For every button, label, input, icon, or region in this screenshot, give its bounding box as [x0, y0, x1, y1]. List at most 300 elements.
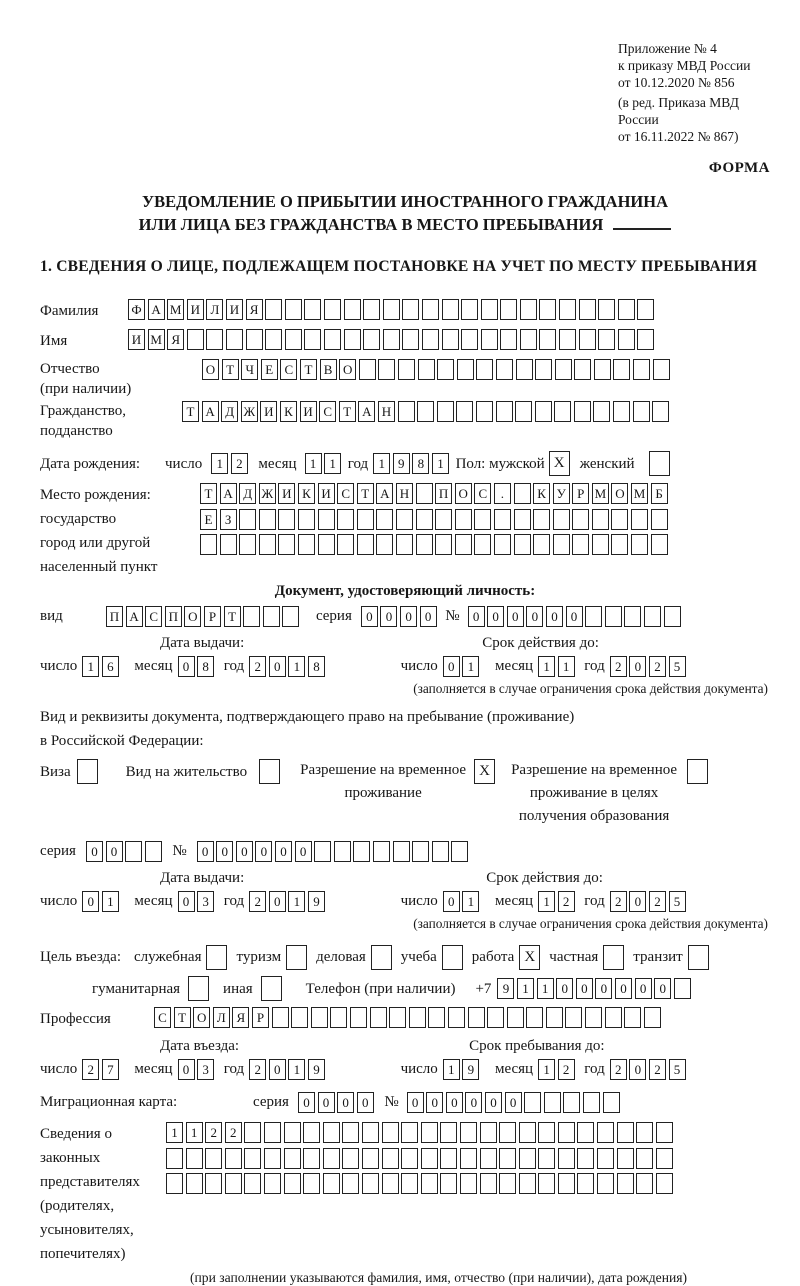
char-cell[interactable] — [572, 509, 589, 530]
char-cell[interactable] — [264, 1148, 281, 1169]
char-cell[interactable] — [244, 1173, 261, 1194]
char-cell[interactable] — [499, 1173, 516, 1194]
char-cell[interactable] — [574, 359, 591, 380]
char-cell[interactable] — [342, 1122, 359, 1143]
char-cell[interactable] — [440, 1173, 457, 1194]
char-cell[interactable] — [559, 299, 576, 320]
char-cell[interactable] — [514, 483, 531, 504]
char-cell[interactable]: 0 — [380, 606, 397, 627]
char-cell[interactable] — [565, 1007, 582, 1028]
char-cell[interactable]: 2 — [649, 891, 666, 912]
char-cell[interactable]: Я — [246, 299, 263, 320]
char-cell[interactable] — [418, 359, 435, 380]
checkbox-cell[interactable]: X — [474, 759, 495, 784]
char-cell[interactable] — [559, 329, 576, 350]
char-cell[interactable] — [359, 359, 376, 380]
char-cell[interactable] — [538, 1173, 555, 1194]
char-cell[interactable] — [451, 841, 468, 862]
char-cell[interactable]: 9 — [308, 891, 325, 912]
char-cell[interactable] — [145, 841, 162, 862]
char-cell[interactable] — [603, 1092, 620, 1113]
char-cell[interactable]: 2 — [205, 1122, 222, 1143]
char-cell[interactable]: 8 — [308, 656, 325, 677]
char-cell[interactable]: 1 — [558, 656, 575, 677]
char-cell[interactable] — [480, 1148, 497, 1169]
char-cell[interactable]: Р — [252, 1007, 269, 1028]
char-cell[interactable] — [409, 1007, 426, 1028]
char-cell[interactable] — [396, 509, 413, 530]
char-cell[interactable] — [613, 359, 630, 380]
char-cell[interactable] — [422, 329, 439, 350]
char-cell[interactable] — [500, 299, 517, 320]
char-cell[interactable]: 2 — [610, 656, 627, 677]
char-cell[interactable]: П — [435, 483, 452, 504]
char-cell[interactable] — [342, 1148, 359, 1169]
char-cell[interactable] — [480, 1122, 497, 1143]
char-cell[interactable] — [579, 329, 596, 350]
char-cell[interactable]: 2 — [249, 656, 266, 677]
char-cell[interactable]: 0 — [629, 656, 646, 677]
char-cell[interactable]: 1 — [166, 1122, 183, 1143]
char-cell[interactable]: С — [154, 1007, 171, 1028]
char-cell[interactable] — [186, 1148, 203, 1169]
char-cell[interactable] — [515, 401, 532, 422]
checkbox-cell[interactable] — [649, 451, 670, 476]
char-cell[interactable] — [205, 1173, 222, 1194]
char-cell[interactable] — [285, 299, 302, 320]
char-cell[interactable]: 0 — [546, 606, 563, 627]
char-cell[interactable]: 2 — [610, 1059, 627, 1080]
checkbox-cell[interactable] — [442, 945, 463, 970]
char-cell[interactable]: 0 — [275, 841, 292, 862]
char-cell[interactable]: К — [298, 483, 315, 504]
char-cell[interactable]: Р — [572, 483, 589, 504]
char-cell[interactable]: О — [202, 359, 219, 380]
char-cell[interactable] — [285, 329, 302, 350]
char-cell[interactable] — [637, 329, 654, 350]
char-cell[interactable] — [558, 1173, 575, 1194]
char-cell[interactable] — [187, 329, 204, 350]
char-cell[interactable]: Т — [357, 483, 374, 504]
char-cell[interactable]: 1 — [443, 1059, 460, 1080]
char-cell[interactable] — [416, 534, 433, 555]
char-cell[interactable] — [362, 1173, 379, 1194]
char-cell[interactable] — [514, 509, 531, 530]
char-cell[interactable]: А — [358, 401, 375, 422]
char-cell[interactable]: 0 — [361, 606, 378, 627]
char-cell[interactable]: Д — [221, 401, 238, 422]
char-cell[interactable] — [298, 534, 315, 555]
char-cell[interactable] — [442, 299, 459, 320]
char-cell[interactable] — [278, 509, 295, 530]
char-cell[interactable] — [421, 1148, 438, 1169]
char-cell[interactable] — [656, 1122, 673, 1143]
char-cell[interactable]: 0 — [255, 841, 272, 862]
char-cell[interactable] — [291, 1007, 308, 1028]
char-cell[interactable] — [330, 1007, 347, 1028]
char-cell[interactable] — [514, 534, 531, 555]
char-cell[interactable]: С — [280, 359, 297, 380]
char-cell[interactable] — [435, 509, 452, 530]
char-cell[interactable] — [526, 1007, 543, 1028]
char-cell[interactable] — [448, 1007, 465, 1028]
char-cell[interactable]: С — [145, 606, 162, 627]
char-cell[interactable] — [264, 1173, 281, 1194]
char-cell[interactable]: А — [148, 299, 165, 320]
char-cell[interactable] — [259, 534, 276, 555]
char-cell[interactable] — [544, 1092, 561, 1113]
char-cell[interactable] — [507, 1007, 524, 1028]
char-cell[interactable]: И — [260, 401, 277, 422]
char-cell[interactable] — [350, 1007, 367, 1028]
char-cell[interactable] — [303, 1148, 320, 1169]
char-cell[interactable]: 1 — [538, 1059, 555, 1080]
char-cell[interactable]: 0 — [106, 841, 123, 862]
char-cell[interactable]: 0 — [595, 978, 612, 999]
char-cell[interactable] — [553, 509, 570, 530]
checkbox-cell[interactable] — [687, 759, 708, 784]
char-cell[interactable] — [624, 1007, 641, 1028]
char-cell[interactable] — [334, 841, 351, 862]
char-cell[interactable] — [324, 329, 341, 350]
char-cell[interactable] — [435, 534, 452, 555]
char-cell[interactable]: Т — [182, 401, 199, 422]
char-cell[interactable] — [323, 1148, 340, 1169]
char-cell[interactable]: 0 — [426, 1092, 443, 1113]
char-cell[interactable] — [314, 841, 331, 862]
char-cell[interactable]: 1 — [538, 656, 555, 677]
char-cell[interactable]: 2 — [225, 1122, 242, 1143]
char-cell[interactable]: Н — [396, 483, 413, 504]
char-cell[interactable] — [402, 329, 419, 350]
char-cell[interactable] — [342, 1173, 359, 1194]
char-cell[interactable]: 1 — [537, 978, 554, 999]
char-cell[interactable] — [577, 1122, 594, 1143]
char-cell[interactable]: 6 — [102, 656, 119, 677]
char-cell[interactable]: Т — [339, 401, 356, 422]
char-cell[interactable] — [401, 1122, 418, 1143]
char-cell[interactable]: 1 — [462, 656, 479, 677]
char-cell[interactable] — [457, 359, 474, 380]
char-cell[interactable]: 0 — [86, 841, 103, 862]
char-cell[interactable]: 1 — [324, 453, 341, 474]
char-cell[interactable]: Т — [224, 606, 241, 627]
char-cell[interactable] — [598, 329, 615, 350]
char-cell[interactable]: 0 — [337, 1092, 354, 1113]
char-cell[interactable]: 8 — [197, 656, 214, 677]
char-cell[interactable] — [496, 401, 513, 422]
char-cell[interactable] — [598, 299, 615, 320]
char-cell[interactable] — [378, 359, 395, 380]
char-cell[interactable]: 0 — [526, 606, 543, 627]
char-cell[interactable]: О — [184, 606, 201, 627]
char-cell[interactable] — [618, 329, 635, 350]
char-cell[interactable] — [494, 509, 511, 530]
char-cell[interactable] — [460, 1173, 477, 1194]
char-cell[interactable] — [344, 299, 361, 320]
char-cell[interactable] — [357, 509, 374, 530]
char-cell[interactable] — [243, 606, 260, 627]
char-cell[interactable] — [284, 1122, 301, 1143]
char-cell[interactable] — [298, 509, 315, 530]
char-cell[interactable] — [166, 1148, 183, 1169]
char-cell[interactable]: С — [337, 483, 354, 504]
char-cell[interactable]: М — [167, 299, 184, 320]
char-cell[interactable] — [205, 1148, 222, 1169]
char-cell[interactable]: 1 — [82, 656, 99, 677]
char-cell[interactable] — [594, 359, 611, 380]
char-cell[interactable] — [651, 509, 668, 530]
char-cell[interactable]: 9 — [393, 453, 410, 474]
char-cell[interactable] — [422, 299, 439, 320]
char-cell[interactable]: И — [226, 299, 243, 320]
char-cell[interactable]: 0 — [505, 1092, 522, 1113]
checkbox-cell[interactable] — [603, 945, 624, 970]
char-cell[interactable]: 1 — [288, 891, 305, 912]
char-cell[interactable] — [494, 534, 511, 555]
char-cell[interactable] — [382, 1173, 399, 1194]
char-cell[interactable] — [499, 1122, 516, 1143]
char-cell[interactable] — [597, 1122, 614, 1143]
char-cell[interactable]: 0 — [443, 656, 460, 677]
char-cell[interactable]: Т — [222, 359, 239, 380]
char-cell[interactable] — [200, 534, 217, 555]
char-cell[interactable]: 1 — [373, 453, 390, 474]
char-cell[interactable] — [239, 534, 256, 555]
char-cell[interactable] — [318, 509, 335, 530]
char-cell[interactable] — [496, 359, 513, 380]
char-cell[interactable]: 8 — [412, 453, 429, 474]
char-cell[interactable]: К — [280, 401, 297, 422]
char-cell[interactable]: 0 — [295, 841, 312, 862]
char-cell[interactable]: О — [611, 483, 628, 504]
char-cell[interactable] — [633, 359, 650, 380]
char-cell[interactable]: Т — [174, 1007, 191, 1028]
char-cell[interactable] — [282, 606, 299, 627]
char-cell[interactable]: 2 — [558, 1059, 575, 1080]
char-cell[interactable] — [487, 1007, 504, 1028]
char-cell[interactable] — [636, 1122, 653, 1143]
char-cell[interactable]: 0 — [465, 1092, 482, 1113]
char-cell[interactable]: 2 — [249, 891, 266, 912]
char-cell[interactable] — [633, 401, 650, 422]
char-cell[interactable] — [417, 401, 434, 422]
char-cell[interactable] — [186, 1173, 203, 1194]
char-cell[interactable] — [382, 1148, 399, 1169]
char-cell[interactable]: 2 — [649, 1059, 666, 1080]
char-cell[interactable] — [585, 1007, 602, 1028]
char-cell[interactable] — [303, 1173, 320, 1194]
char-cell[interactable] — [337, 534, 354, 555]
char-cell[interactable] — [617, 1173, 634, 1194]
char-cell[interactable] — [617, 1122, 634, 1143]
char-cell[interactable]: Р — [204, 606, 221, 627]
char-cell[interactable] — [382, 1122, 399, 1143]
char-cell[interactable] — [440, 1148, 457, 1169]
char-cell[interactable] — [393, 841, 410, 862]
char-cell[interactable]: 1 — [288, 1059, 305, 1080]
char-cell[interactable] — [631, 509, 648, 530]
char-cell[interactable] — [637, 299, 654, 320]
char-cell[interactable] — [652, 401, 669, 422]
char-cell[interactable]: П — [165, 606, 182, 627]
char-cell[interactable] — [577, 1173, 594, 1194]
char-cell[interactable]: 0 — [318, 1092, 335, 1113]
char-cell[interactable] — [583, 1092, 600, 1113]
char-cell[interactable] — [520, 299, 537, 320]
char-cell[interactable]: 3 — [197, 1059, 214, 1080]
char-cell[interactable]: . — [494, 483, 511, 504]
char-cell[interactable]: 5 — [669, 656, 686, 677]
char-cell[interactable] — [324, 299, 341, 320]
char-cell[interactable]: 0 — [487, 606, 504, 627]
char-cell[interactable]: 0 — [216, 841, 233, 862]
checkbox-cell[interactable] — [261, 976, 282, 1001]
char-cell[interactable] — [244, 1122, 261, 1143]
char-cell[interactable]: 0 — [615, 978, 632, 999]
char-cell[interactable] — [278, 534, 295, 555]
char-cell[interactable] — [401, 1173, 418, 1194]
char-cell[interactable] — [651, 534, 668, 555]
char-cell[interactable] — [272, 1007, 289, 1028]
char-cell[interactable]: 0 — [197, 841, 214, 862]
char-cell[interactable]: 0 — [269, 1059, 286, 1080]
char-cell[interactable]: Ж — [259, 483, 276, 504]
char-cell[interactable] — [558, 1122, 575, 1143]
char-cell[interactable] — [396, 534, 413, 555]
char-cell[interactable] — [304, 329, 321, 350]
char-cell[interactable] — [577, 1148, 594, 1169]
char-cell[interactable]: С — [319, 401, 336, 422]
char-cell[interactable] — [239, 509, 256, 530]
char-cell[interactable] — [455, 509, 472, 530]
char-cell[interactable]: Л — [206, 299, 223, 320]
char-cell[interactable] — [362, 1148, 379, 1169]
char-cell[interactable] — [476, 401, 493, 422]
char-cell[interactable] — [519, 1148, 536, 1169]
char-cell[interactable] — [353, 841, 370, 862]
char-cell[interactable]: 0 — [357, 1092, 374, 1113]
char-cell[interactable]: 0 — [468, 606, 485, 627]
char-cell[interactable] — [284, 1173, 301, 1194]
char-cell[interactable] — [264, 1122, 281, 1143]
char-cell[interactable] — [220, 534, 237, 555]
char-cell[interactable]: М — [148, 329, 165, 350]
char-cell[interactable] — [481, 299, 498, 320]
checkbox-cell[interactable] — [286, 945, 307, 970]
char-cell[interactable]: 2 — [610, 891, 627, 912]
char-cell[interactable]: 0 — [298, 1092, 315, 1113]
char-cell[interactable] — [437, 401, 454, 422]
char-cell[interactable] — [376, 534, 393, 555]
char-cell[interactable] — [597, 1148, 614, 1169]
char-cell[interactable]: 0 — [178, 656, 195, 677]
char-cell[interactable] — [318, 534, 335, 555]
char-cell[interactable]: 2 — [649, 656, 666, 677]
char-cell[interactable] — [304, 299, 321, 320]
char-cell[interactable]: 0 — [269, 656, 286, 677]
checkbox-cell[interactable] — [259, 759, 280, 784]
char-cell[interactable]: 0 — [576, 978, 593, 999]
char-cell[interactable] — [618, 299, 635, 320]
char-cell[interactable] — [538, 1148, 555, 1169]
char-cell[interactable] — [432, 841, 449, 862]
char-cell[interactable]: Б — [651, 483, 668, 504]
char-cell[interactable]: А — [202, 401, 219, 422]
checkbox-cell[interactable] — [688, 945, 709, 970]
char-cell[interactable] — [546, 1007, 563, 1028]
checkbox-cell[interactable] — [188, 976, 209, 1001]
char-cell[interactable] — [166, 1173, 183, 1194]
char-cell[interactable] — [460, 1148, 477, 1169]
checkbox-cell[interactable] — [77, 759, 98, 784]
char-cell[interactable] — [611, 509, 628, 530]
char-cell[interactable] — [412, 841, 429, 862]
char-cell[interactable] — [259, 509, 276, 530]
char-cell[interactable]: Я — [167, 329, 184, 350]
char-cell[interactable] — [644, 1007, 661, 1028]
char-cell[interactable] — [538, 1122, 555, 1143]
char-cell[interactable]: 0 — [654, 978, 671, 999]
char-cell[interactable] — [311, 1007, 328, 1028]
char-cell[interactable] — [421, 1173, 438, 1194]
char-cell[interactable] — [357, 534, 374, 555]
char-cell[interactable]: 1 — [538, 891, 555, 912]
char-cell[interactable]: 0 — [178, 1059, 195, 1080]
char-cell[interactable]: О — [455, 483, 472, 504]
char-cell[interactable] — [456, 401, 473, 422]
char-cell[interactable]: 2 — [558, 891, 575, 912]
char-cell[interactable] — [337, 509, 354, 530]
char-cell[interactable] — [421, 1122, 438, 1143]
char-cell[interactable] — [636, 1173, 653, 1194]
char-cell[interactable] — [674, 978, 691, 999]
char-cell[interactable] — [592, 509, 609, 530]
char-cell[interactable]: 0 — [420, 606, 437, 627]
char-cell[interactable] — [125, 841, 142, 862]
char-cell[interactable] — [416, 483, 433, 504]
char-cell[interactable] — [370, 1007, 387, 1028]
char-cell[interactable] — [455, 534, 472, 555]
char-cell[interactable]: О — [193, 1007, 210, 1028]
checkbox-cell[interactable]: X — [519, 945, 540, 970]
char-cell[interactable] — [563, 1092, 580, 1113]
char-cell[interactable] — [481, 329, 498, 350]
char-cell[interactable] — [533, 534, 550, 555]
char-cell[interactable]: 1 — [186, 1122, 203, 1143]
char-cell[interactable] — [558, 1148, 575, 1169]
char-cell[interactable]: А — [126, 606, 143, 627]
char-cell[interactable]: 0 — [269, 891, 286, 912]
char-cell[interactable] — [617, 1148, 634, 1169]
char-cell[interactable] — [226, 329, 243, 350]
char-cell[interactable] — [461, 299, 478, 320]
char-cell[interactable]: Л — [213, 1007, 230, 1028]
char-cell[interactable] — [402, 299, 419, 320]
char-cell[interactable] — [656, 1148, 673, 1169]
char-cell[interactable] — [656, 1173, 673, 1194]
char-cell[interactable]: И — [278, 483, 295, 504]
char-cell[interactable] — [524, 1092, 541, 1113]
char-cell[interactable] — [284, 1148, 301, 1169]
char-cell[interactable] — [376, 509, 393, 530]
char-cell[interactable]: Н — [378, 401, 395, 422]
char-cell[interactable]: 1 — [305, 453, 322, 474]
char-cell[interactable]: С — [474, 483, 491, 504]
char-cell[interactable] — [437, 359, 454, 380]
char-cell[interactable]: 1 — [288, 656, 305, 677]
char-cell[interactable] — [398, 359, 415, 380]
